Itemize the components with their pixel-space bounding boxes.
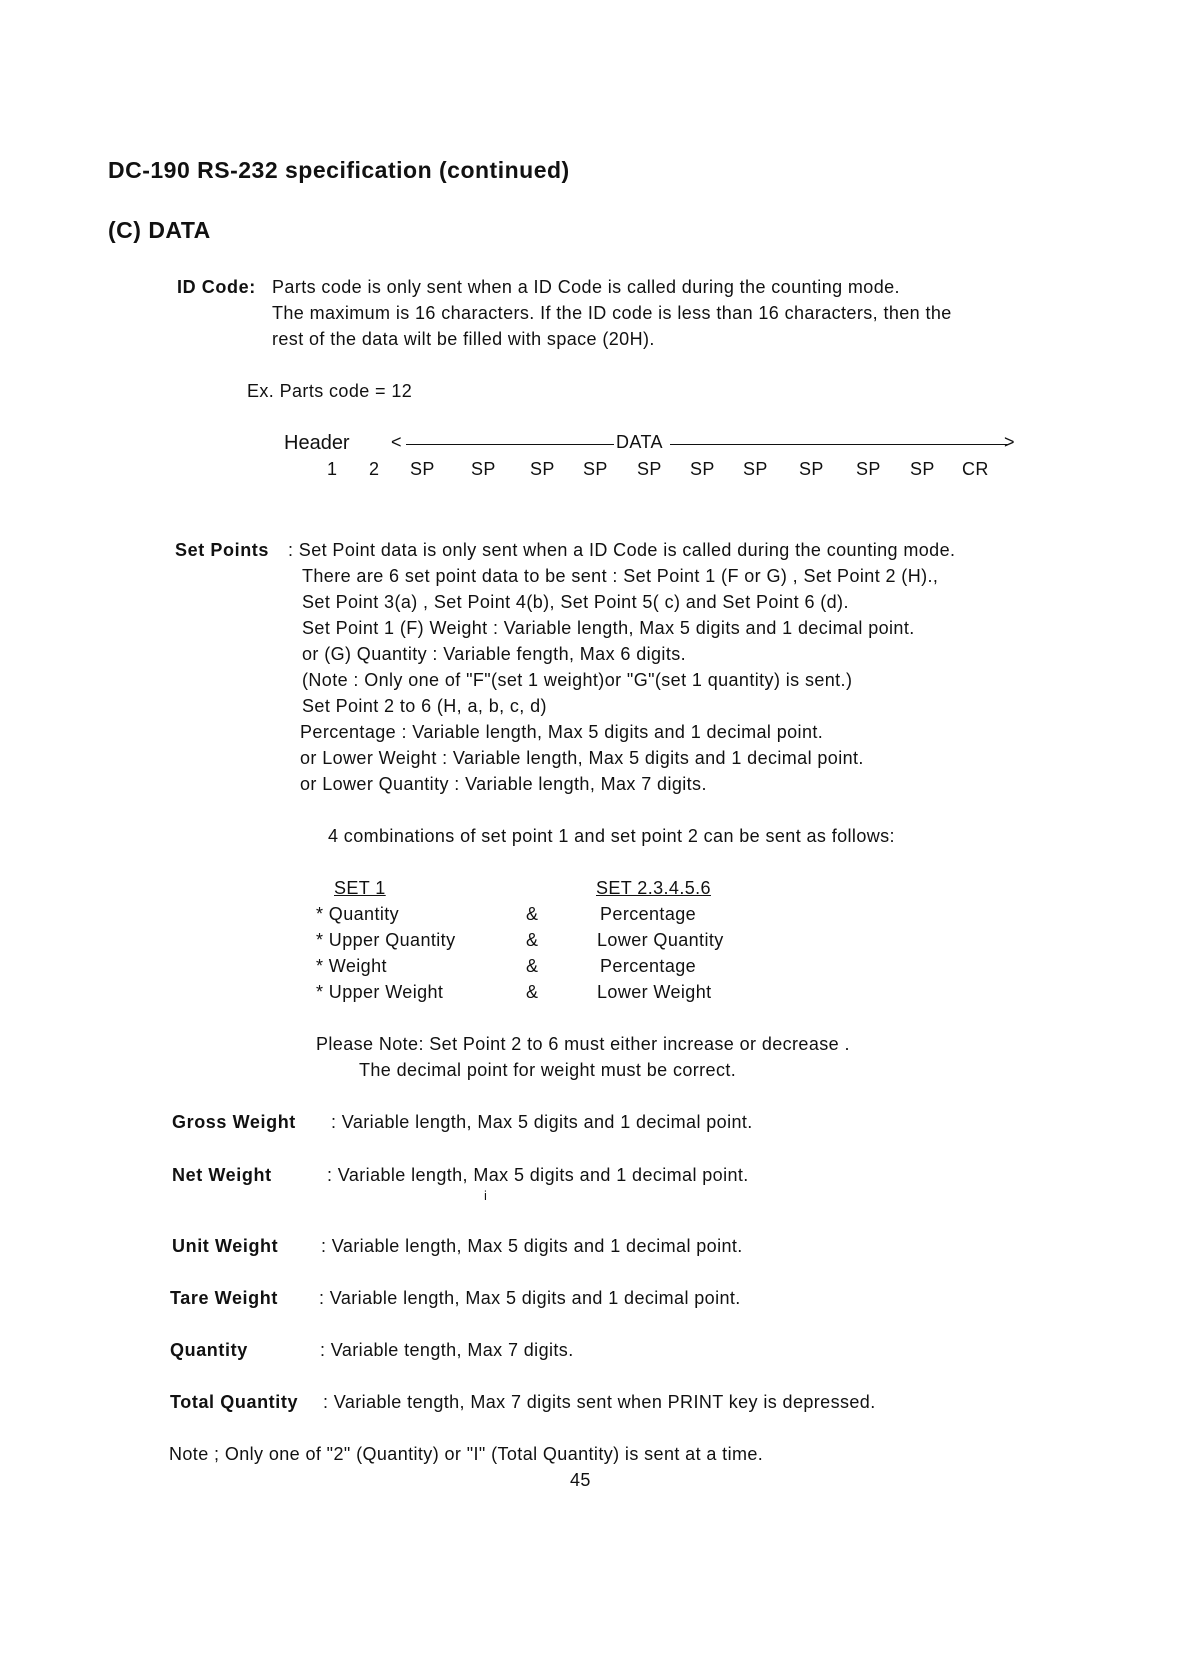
frame-header-label: Header — [284, 432, 350, 454]
set-points-line-5: or (G) Quantity : Variable fength, Max 6 digits. — [302, 644, 687, 664]
id-code-line-1: Parts code is only sent when a ID Code is called during the counting mode. — [272, 277, 900, 297]
set-points-line-6: (Note : Only one of "F"(set 1 weight)or "G"(set 1 quantity) is sent.) — [302, 670, 853, 690]
set-points-line-2: There are 6 set point data to be sent : Set Point 1 (F or G) , Set Point 2 (H)., — [302, 566, 939, 586]
frame-byte: 1 — [327, 459, 338, 479]
field-desc-net-weight: : Variable length, Max 5 digits and 1 decimal point. — [327, 1165, 749, 1185]
field-label-net-weight: Net Weight — [172, 1165, 272, 1185]
table-row-set1: * Upper Quantity — [316, 930, 456, 950]
field-desc-tare-weight: : Variable length, Max 5 digits and 1 decimal point. — [319, 1288, 741, 1308]
frame-arrow-left: < — [391, 432, 402, 452]
field-label-quantity: Quantity — [170, 1340, 248, 1360]
frame-arrow-line-right — [670, 444, 1008, 445]
table-row-set1: * Weight — [316, 956, 387, 976]
set-points-note-2: The decimal point for weight must be correct. — [359, 1060, 737, 1080]
set-points-line-1: : Set Point data is only sent when a ID Code is called during the counting mode. — [288, 540, 956, 560]
set-points-label: Set Points — [175, 540, 270, 560]
table-row-amp: & — [526, 904, 539, 924]
field-label-gross-weight: Gross Weight — [172, 1112, 296, 1132]
table-row-amp: & — [526, 956, 539, 976]
field-label-unit-weight: Unit Weight — [172, 1236, 279, 1256]
frame-byte: SP — [910, 459, 935, 479]
frame-byte: CR — [962, 459, 989, 479]
field-desc-gross-weight: : Variable length, Max 5 digits and 1 decimal point. — [331, 1112, 753, 1132]
frame-byte: 2 — [369, 459, 380, 479]
frame-arrow-line-left — [406, 444, 614, 445]
frame-byte: SP — [637, 459, 662, 479]
final-note: Note ; Only one of "2" (Quantity) or "I" (Total Quantity) is sent at a time. — [169, 1444, 764, 1464]
frame-byte: SP — [583, 459, 608, 479]
section-heading: (C) DATA — [108, 217, 211, 243]
field-label-total-quantity: Total Quantity — [170, 1392, 299, 1412]
set-points-line-8: Percentage : Variable length, Max 5 digits and 1 decimal point. — [300, 722, 824, 742]
set-points-line-9: or Lower Weight : Variable length, Max 5 digits and 1 decimal point. — [300, 748, 864, 768]
page-number: 45 — [570, 1470, 591, 1490]
table-row-set2: Percentage — [600, 904, 697, 924]
set-points-line-4: Set Point 1 (F) Weight : Variable length, Max 5 digits and 1 decimal point. — [302, 618, 915, 638]
frame-byte: SP — [743, 459, 768, 479]
frame-data-label: DATA — [616, 432, 663, 452]
table-row-set2: Lower Quantity — [597, 930, 724, 950]
frame-byte: SP — [799, 459, 824, 479]
page-title: DC-190 RS-232 specification (continued) — [108, 157, 570, 183]
field-desc-total-quantity: : Variable tength, Max 7 digits sent when PRINT key is depressed. — [323, 1392, 876, 1412]
field-desc-quantity: : Variable tength, Max 7 digits. — [320, 1340, 574, 1360]
id-code-example: Ex. Parts code = 12 — [247, 381, 413, 401]
combinations-intro: 4 combinations of set point 1 and set point 2 can be sent as follows: — [328, 826, 895, 846]
table-row-set1: * Quantity — [316, 904, 400, 924]
frame-byte: SP — [856, 459, 881, 479]
table-row-set1: * Upper Weight — [316, 982, 444, 1002]
id-code-line-2: The maximum is 16 characters. If the ID code is less than 16 characters, then the — [272, 303, 952, 323]
set-points-line-10: or Lower Quantity : Variable length, Max 7 digits. — [300, 774, 707, 794]
frame-byte: SP — [530, 459, 555, 479]
frame-byte: SP — [471, 459, 496, 479]
id-code-label: ID Code: — [177, 277, 256, 297]
set-points-note-1: Please Note: Set Point 2 to 6 must either increase or decrease . — [316, 1034, 850, 1054]
frame-byte: SP — [690, 459, 715, 479]
set-points-line-3: Set Point 3(a) , Set Point 4(b), Set Point 5( c) and Set Point 6 (d). — [302, 592, 849, 612]
field-label-tare-weight: Tare Weight — [170, 1288, 278, 1308]
field-desc-unit-weight: : Variable length, Max 5 digits and 1 decimal point. — [321, 1236, 743, 1256]
stray-mark: i — [484, 1188, 488, 1203]
table-row-amp: & — [526, 982, 539, 1002]
table-row-amp: & — [526, 930, 539, 950]
table-col2-header: SET 2.3.4.5.6 — [596, 878, 711, 898]
frame-arrow-right: > — [1004, 432, 1015, 452]
set-points-line-7: Set Point 2 to 6 (H, a, b, c, d) — [302, 696, 547, 716]
table-row-set2: Lower Weight — [597, 982, 712, 1002]
table-col1-header: SET 1 — [334, 878, 386, 898]
id-code-line-3: rest of the data wilt be filled with space (20H). — [272, 329, 655, 349]
frame-byte: SP — [410, 459, 435, 479]
table-row-set2: Percentage — [600, 956, 697, 976]
